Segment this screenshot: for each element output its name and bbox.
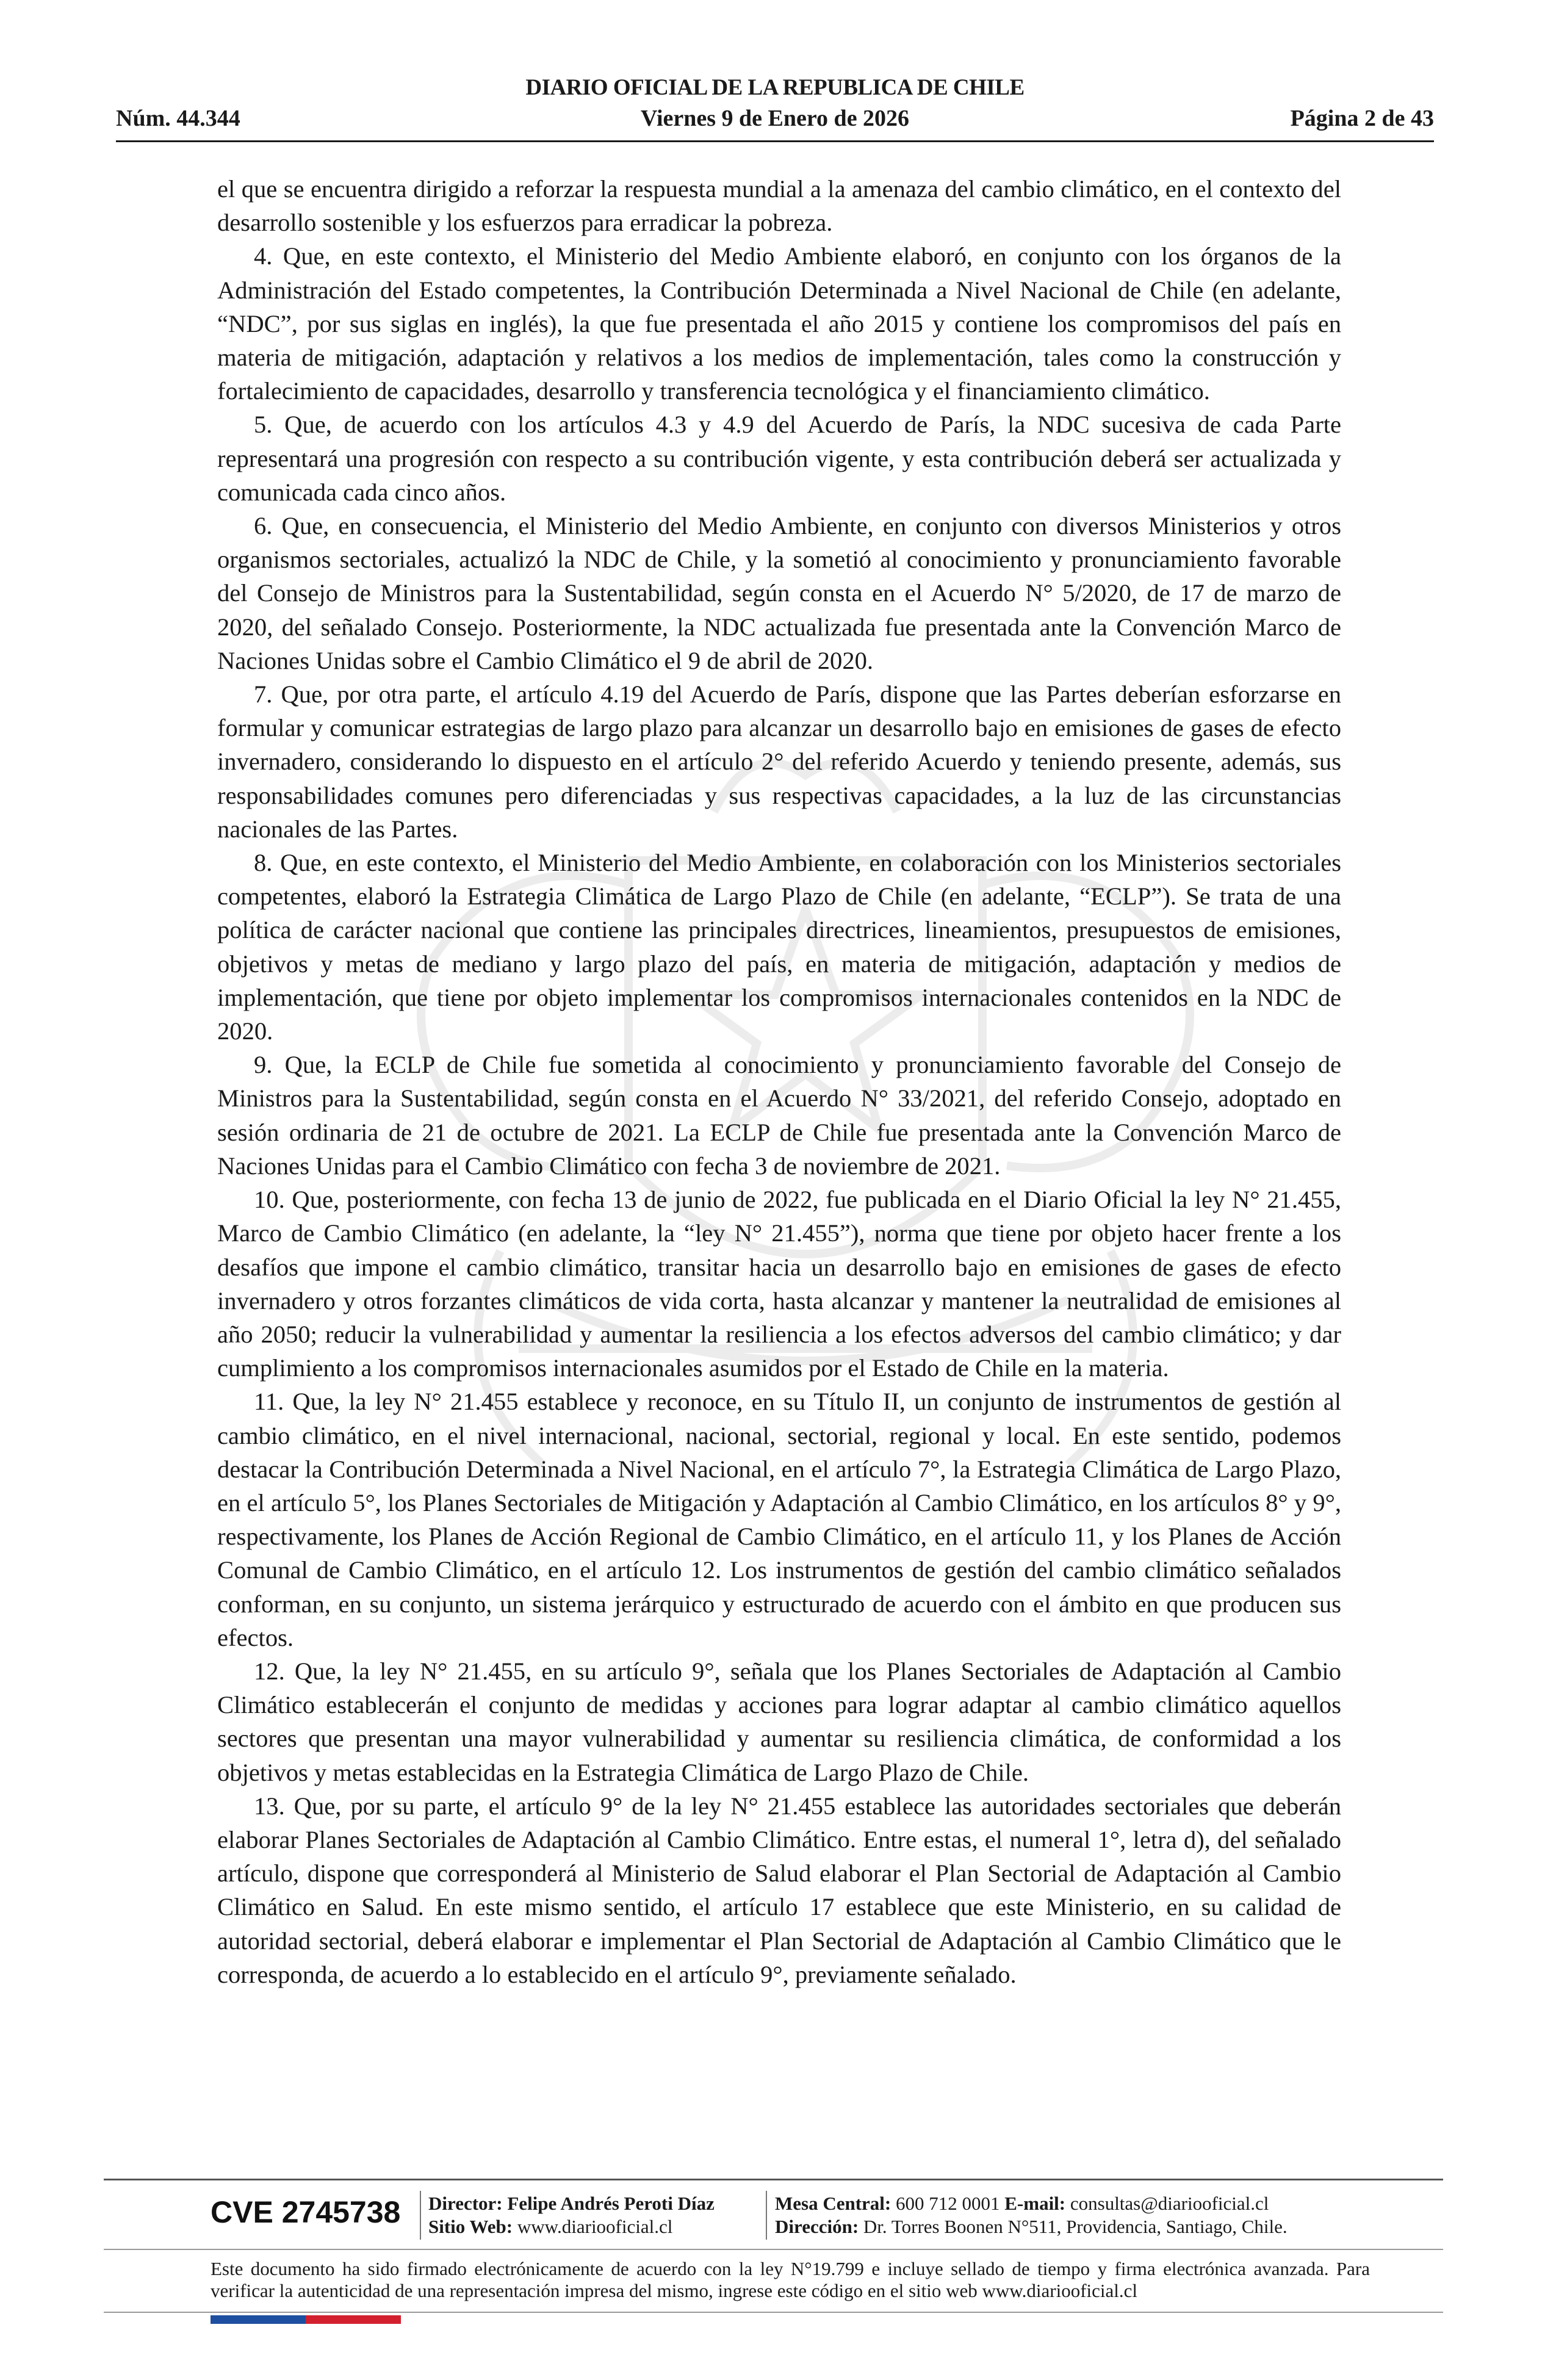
footer-separator (766, 2191, 767, 2240)
document-body (217, 172, 1341, 1991)
direccion-value: Dr. Torres Boonen N°511, Providencia, Santiago, Chile. (863, 2216, 1288, 2237)
paragraph: 8. Que, en este contexto, el Ministerio del Medio Ambiente, en colaboración con los Ministerios sectoriales competentes, elaboró la Estrategia Climática de Largo Plazo de Chile (en adelante, “ECLP”). Se trata de una política de carácter nacional que contiene las principales directrices, lineamientos, presupuestos de emisiones, objetivos y metas de mediano y largo plazo del país, en materia de mitigación, adaptación y medios de implementación, que tiene por objeto implementar los compromisos internacionales contenidos en la NDC de 2020. (217, 849, 1341, 1045)
header-info-row (116, 105, 1434, 135)
flag-red-segment (306, 2315, 401, 2324)
mesa-line (775, 2192, 1288, 2215)
paragraph: 5. Que, de acuerdo con los artículos 4.3 y 4.9 del Acuerdo de París, la NDC sucesiva de cada Parte representará una progresión con respecto a su contribución vigente, y esta contribución deberá ser actualizada y comunicada cada cinco años. (217, 411, 1341, 506)
header-rule (116, 140, 1434, 142)
direccion-line (775, 2215, 1288, 2238)
footer-contact-block (775, 2192, 1288, 2238)
issue-date: Viernes 9 de Enero de 2026 (640, 106, 910, 131)
direccion-label: Dirección: (775, 2216, 859, 2237)
paragraph: 12. Que, la ley N° 21.455, en su artículo 9°, señala que los Planes Sectoriales de Adaptación al Cambio Climático establecerán el conjunto de medidas y acciones para lograr adaptar al cambio climático aquellos sectores que presentan una mayor vulnerabilidad y aumentar su resiliencia climática, de conformidad a los objetivos y metas establecidas en la Estrategia Climática de Largo Plazo de Chile. (217, 1657, 1341, 1786)
page-number: Página 2 de 43 (1290, 106, 1434, 131)
paragraph: 6. Que, en consecuencia, el Ministerio del Medio Ambiente, en conjunto con diversos Ministerios y otros organismos sectoriales, actualizó la NDC de Chile, y la sometió al conocimiento y pronunciamiento favorable del Consejo de Ministros para la Sustentabilidad, según consta en el Acuerdo N° 5/2020, de 17 de marzo de 2020, del señalado Consejo. Posteriormente, la NDC actualizada fue presentada ante la Convención Marco de Naciones Unidas sobre el Cambio Climático el 9 de abril de 2020. (217, 512, 1341, 674)
web-link[interactable]: www.diariooficial.cl (517, 2216, 673, 2237)
publication-title: DIARIO OFICIAL DE LA REPUBLICA DE CHILE (525, 75, 1025, 100)
email-link[interactable]: consultas@diariooficial.cl (1070, 2193, 1269, 2214)
footer-bottom-rule (104, 2312, 1443, 2313)
footer-top-rule (104, 2179, 1443, 2180)
paragraph: 4. Que, en este contexto, el Ministerio del Medio Ambiente elaboró, en conjunto con los órganos de la Administración del Estado competentes, la Contribución Determinada a Nivel Nacional de Chile (en adelante, “NDC”, por sus siglas en inglés), la que fue presentada el año 2015 y contiene los compromisos del país en materia de mitigación, adaptación y relativos a los medios de implementación, tales como la construcción y fortalecimiento de capacidades, desarrollo y transferencia tecnológica y el financiamiento climático. (217, 242, 1341, 405)
director-line (428, 2192, 715, 2215)
signature-disclaimer: Este documento ha sido firmado electrónicamente de acuerdo con la ley N°19.799 e incluye sellado de tiempo y firma electrónica avanzada. Para verificar la autenticidad de una representación impresa del mismo, ingrese este código en el sitio web www.diariooficial.cl (211, 2258, 1370, 2301)
paragraph: 10. Que, posteriormente, con fecha 13 de junio de 2022, fue publicada en el Diario Oficial la ley N° 21.455, Marco de Cambio Climático (en adelante, la “ley N° 21.455”), norma que tiene por objeto hacer frente a los desafíos que impone el cambio climático, transitar hacia un desarrollo bajo en emisiones de gases de efecto invernadero y otros forzantes climáticos de vida corta, hasta alcanzar y mantener la neutralidad de emisiones al año 2050; reducir la vulnerabilidad y aumentar la resiliencia a los efectos adversos del cambio climático; y dar cumplimiento a los compromisos internacionales asumidos por el Estado de Chile en la materia. (217, 1186, 1341, 1382)
footer-separator (420, 2191, 421, 2240)
cve-code: CVE 2745738 (211, 2195, 401, 2229)
footer-mid-rule (104, 2249, 1443, 2250)
page-header (116, 74, 1434, 148)
paragraph: 7. Que, por otra parte, el artículo 4.19 del Acuerdo de París, dispone que las Partes deberían esforzarse en formular y comunicar estrategias de largo plazo para alcanzar un desarrollo bajo en emisiones de gases de efecto invernadero, considerando lo dispuesto en el artículo 2° del referido Acuerdo y teniendo presente, además, sus responsabilidades comunes pero diferenciadas y sus respectivas capacidades, a la luz de las circunstancias nacionales de las Partes. (217, 680, 1341, 843)
director-name: Felipe Andrés Peroti Díaz (507, 2193, 715, 2214)
mesa-value: 600 712 0001 (896, 2193, 1000, 2214)
paragraph: 13. Que, por su parte, el artículo 9° de la ley N° 21.455 establece las autoridades sectoriales que deberán elaborar Planes Sectoriales de Adaptación al Cambio Climático. Entre estas, el numeral 1°, letra d), del señalado artículo, dispone que corresponderá al Ministerio de Salud elaborar el Plan Sectorial de Adaptación al Cambio Climático en Salud. En este mismo sentido, el artículo 17 establece que este Ministerio, en su calidad de autoridad sectorial, deberá elaborar e implementar el Plan Sectorial de Adaptación al Cambio Climático que le corresponda, de acuerdo a lo establecido en el artículo 9°, previamente señalado. (217, 1792, 1341, 1988)
paragraph: 11. Que, la ley N° 21.455 establece y reconoce, en su Título II, un conjunto de instrumentos de gestión al cambio climático, en el nivel internacional, nacional, sectorial, regional y local. En este sentido, podemos destacar la Contribución Determinada a Nivel Nacional, en el artículo 7°, la Estrategia Climática de Largo Plazo, en el artículo 5°, los Planes Sectoriales de Mitigación y Adaptación al Cambio Climático, en los artículos 8° y 9°, respectivamente, los Planes de Acción Regional de Cambio Climático, en el artículo 11, y los Planes de Acción Comunal de Cambio Climático, en el artículo 12. Los instrumentos de gestión del cambio climático señalados conforman, en su conjunto, un sistema jerárquico y estructurado de acuerdo con el ámbito en que producen sus efectos. (217, 1388, 1341, 1651)
paragraph: 9. Que, la ECLP de Chile fue sometida al conocimiento y pronunciamiento favorable del Consejo de Ministros para la Sustentabilidad, según consta en el Acuerdo N° 33/2021, del referido Consejo, adoptado en sesión ordinaria de 21 de octubre de 2021. La ECLP de Chile fue presentada ante la Convención Marco de Naciones Unidas para el Cambio Climático con fecha 3 de noviembre de 2021. (217, 1051, 1341, 1180)
web-label: Sitio Web: (428, 2216, 513, 2237)
email-label: E-mail: (1004, 2193, 1066, 2214)
web-line (428, 2215, 715, 2238)
paragraph: el que se encuentra dirigido a reforzar la respuesta mundial a la amenaza del cambio climático, en el contexto del desarrollo sostenible y los esfuerzos para erradicar la pobreza. (217, 175, 1341, 237)
flag-blue-segment (211, 2315, 306, 2324)
chile-flag-bar (211, 2315, 401, 2324)
footer-director-block (428, 2192, 715, 2238)
director-label: Director: (428, 2193, 503, 2214)
mesa-label: Mesa Central: (775, 2193, 891, 2214)
issue-number: Núm. 44.344 (116, 106, 240, 131)
